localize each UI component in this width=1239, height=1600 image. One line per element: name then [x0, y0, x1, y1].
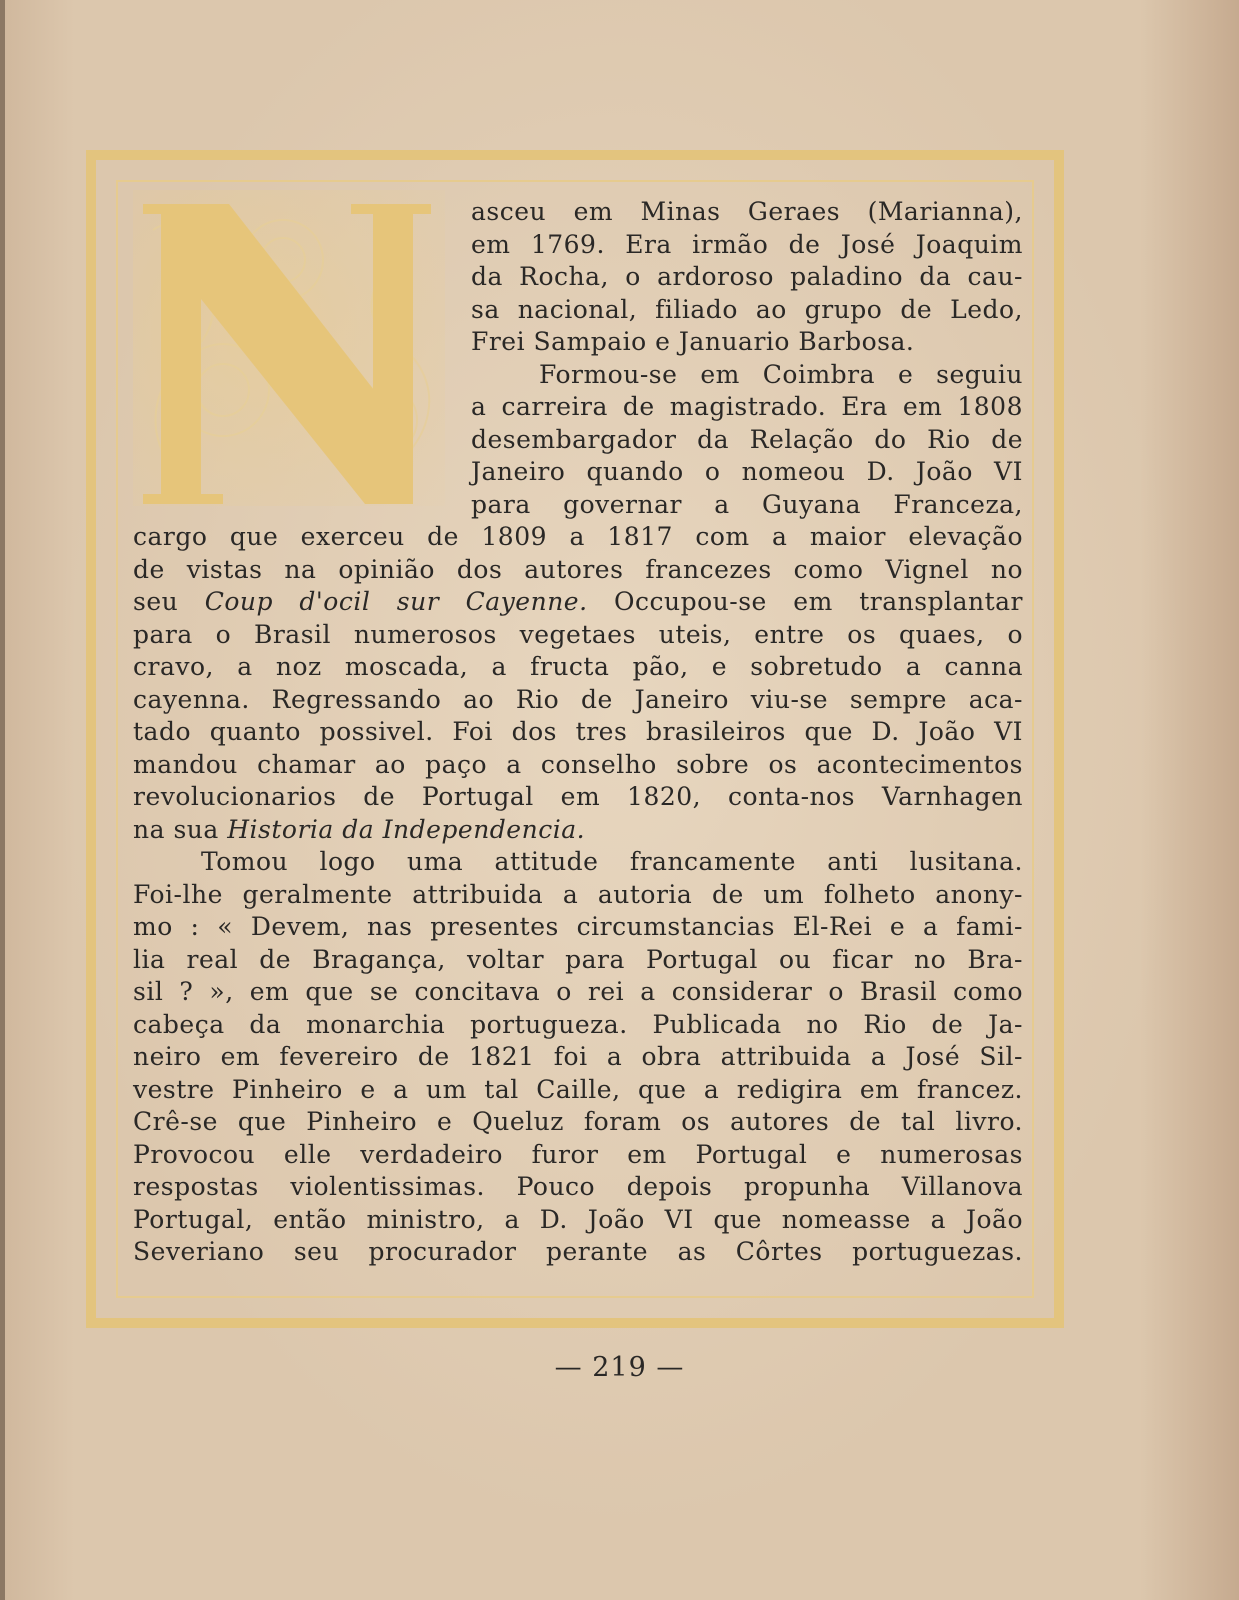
text-line: para governar a Guyana Franceza, [471, 489, 1023, 519]
page-number: — 219 — [554, 1352, 685, 1383]
italic-title: Coup d'ocil sur Cayenne. [204, 587, 588, 616]
text-line: tado quanto possivel. Foi dos tres brasileiros que D. João VI [133, 717, 1023, 746]
text-line: sa nacional, filiado ao grupo de Ledo, [471, 294, 1023, 324]
text-line: neiro em fevereiro de 1821 foi a obra attribuida a José Sil- [133, 1042, 1023, 1071]
text-line [133, 586, 1023, 619]
text-line: mandou chamar ao paço a conselho sobre os acontecimentos [133, 749, 1023, 779]
text-line: cravo, a noz moscada, a fructa pão, e sobretudo a canna [133, 652, 1023, 681]
text-line: Severiano seu procurador perante as Côrtes portuguezas. [133, 1237, 1023, 1266]
text-line: cargo que exerceu de 1809 a 1817 com a maior elevação [133, 522, 1023, 551]
text-line: lia real de Bragança, voltar para Portugal ou ficar no Bra- [133, 944, 1023, 974]
text-line: em 1769. Era irmão de José Joaquim [471, 229, 1023, 259]
text-line: desembargador da Relação do Rio de [471, 424, 1023, 454]
text-line: para o Brasil numerosos vegetaes uteis, entre os quaes, o [133, 619, 1023, 649]
text-line: respostas violentissimas. Pouco depois propunha Villanova [133, 1172, 1023, 1201]
body-text [133, 196, 1023, 1269]
text-line: vestre Pinheiro e a um tal Caille, que a redigira em francez. [133, 1074, 1023, 1104]
italic-title: Historia da Independencia. [227, 814, 586, 844]
text-line: Frei Sampaio e Januario Barbosa. [471, 327, 915, 356]
text-line: Foi-lhe geralmente attribuida a autoria de um folheto anony- [133, 879, 1023, 909]
text-line: cayenna. Regressando ao Rio de Janeiro viu-se sempre aca- [133, 684, 1023, 714]
text-fragment: seu [133, 587, 205, 616]
text-line: cabeça da monarchia portugueza. Publicada no Rio de Ja- [133, 1009, 1023, 1039]
text-line: Formou-se em Coimbra e seguiu [539, 359, 1023, 389]
text-line: Tomou logo uma attitude francamente anti lusitana. [201, 847, 1023, 876]
text-line: revolucionarios de Portugal em 1820, conta-nos Varnhagen [133, 782, 1023, 811]
text-line: da Rocha, o ardoroso paladino da cau- [471, 262, 1023, 291]
text-line: a carreira de magistrado. Era em 1808 [471, 392, 1023, 421]
text-line [133, 814, 1023, 847]
text-line: Crê-se que Pinheiro e Queluz foram os autores de tal livro. [133, 1107, 1023, 1136]
text-line: Portugal, então ministro, a D. João VI que nomeasse a João [133, 1204, 1023, 1234]
text-line: mo : « Devem, nas presentes circumstancias El-Rei e a fami- [133, 912, 1023, 941]
text-line: asceu em Minas Geraes (Marianna), [471, 197, 1023, 226]
text-fragment: Occupou-se em transplantar [587, 587, 1023, 616]
text-fragment: na sua [133, 814, 228, 844]
text-line: Janeiro quando o nomeou D. João VI [471, 457, 1023, 486]
text-line: Provocou elle verdadeiro furor em Portugal e numerosas [133, 1139, 1023, 1169]
text-line: de vistas na opinião dos autores francezes como Vignel no [133, 554, 1023, 584]
text-line: sil ? », em que se concitava o rei a considerar o Brasil como [133, 977, 1023, 1006]
